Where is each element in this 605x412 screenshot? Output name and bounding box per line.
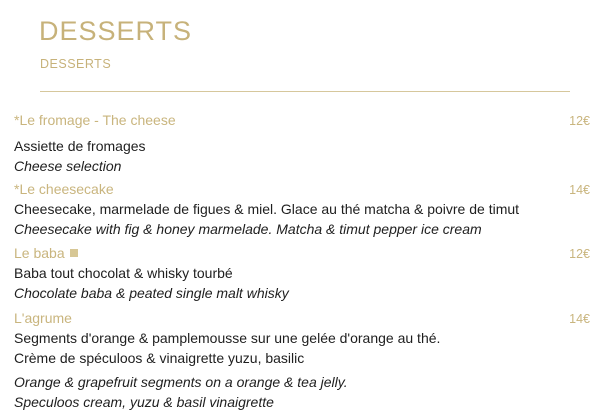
item-price: 14€ — [569, 183, 590, 197]
item-description-fr: Baba tout chocolat & whisky tourbé — [14, 265, 233, 281]
item-name: L'agrume — [14, 310, 72, 326]
menu-item-baba — [14, 244, 590, 303]
item-description-fr: Crème de spéculoos & vinaigrette yuzu, basilic — [14, 350, 305, 366]
item-description-en: Speculoos cream, yuzu & basil vinaigrette — [14, 394, 274, 410]
item-header — [14, 180, 590, 199]
item-price: 12€ — [569, 114, 590, 128]
item-description-en: Cheesecake with fig & honey marmelade. Matcha & timut pepper ice cream — [14, 221, 482, 237]
item-name: *Le fromage - The cheese — [14, 112, 176, 128]
item-header — [14, 244, 590, 263]
item-description-fr: Segments d'orange & pamplemousse sur une gelée d'orange au thé. — [14, 330, 441, 346]
divider — [40, 91, 570, 92]
item-description-fr: Assiette de fromages — [14, 138, 146, 154]
item-header — [14, 111, 590, 130]
item-name: *Le cheesecake — [14, 181, 114, 197]
item-description-en: Chocolate baba & peated single malt whisky — [14, 285, 289, 301]
item-name — [14, 244, 78, 263]
page-subtitle: DESSERTS — [40, 57, 112, 71]
menu-item-fromage — [14, 111, 590, 176]
item-header — [14, 309, 590, 328]
item-description-fr: Cheesecake, marmelade de figues & miel. Glace au thé matcha & poivre de timut — [14, 201, 520, 217]
item-name-text: Le baba — [14, 245, 65, 261]
item-description-en: Orange & grapefruit segments on a orange & tea jelly. — [14, 374, 348, 390]
menu-item-cheesecake — [14, 180, 590, 239]
item-description-en: Cheese selection — [14, 158, 122, 174]
page-title: DESSERTS — [39, 16, 193, 46]
menu-item-agrume — [14, 309, 590, 412]
item-price: 12€ — [569, 247, 590, 261]
item-price: 14€ — [569, 312, 590, 326]
square-icon — [70, 249, 78, 257]
